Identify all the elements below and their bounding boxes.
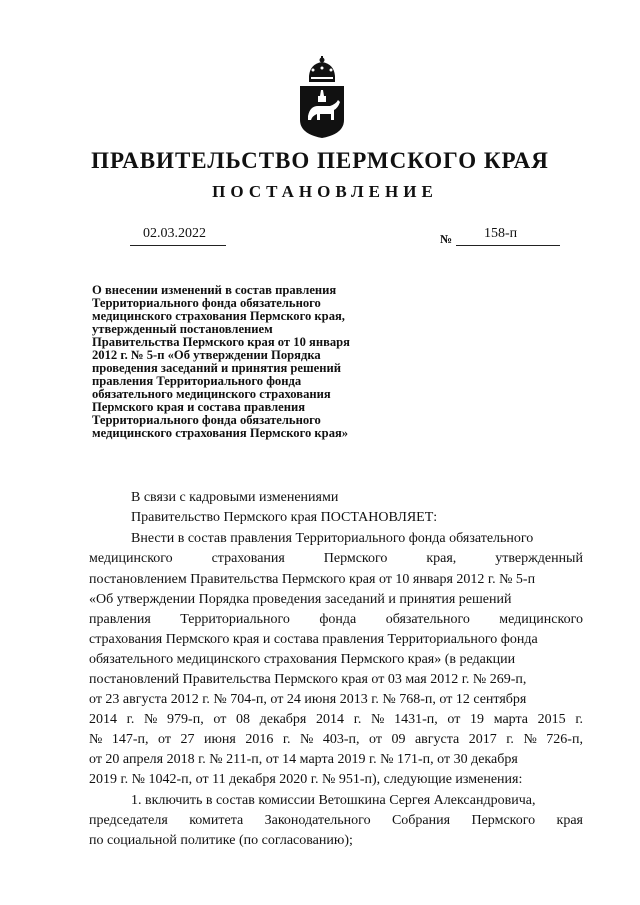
body-line: 2019 г. № 1042-п, от 11 декабря 2020 г. № 951-п), следующие изменения:: [89, 772, 523, 787]
subject-line: правления Территориального фонда: [92, 374, 302, 388]
item-line: по социальной политике (по согласованию);: [89, 833, 353, 848]
body-line: страхования Пермского края и состава правления Территориального фонда: [89, 632, 538, 647]
date-underline: [130, 245, 226, 246]
body-line: 2014 г. № 979-п, от 08 декабря 2014 г. № 1431-п, от 19 марта 2015 г.: [89, 712, 583, 727]
subject-line: О внесении изменений в состав правления: [92, 283, 337, 297]
subject-line: Территориального фонда обязательного: [92, 296, 321, 310]
perm-krai-coat-of-arms-icon: [296, 56, 348, 140]
subject-line: Территориального фонда обязательного: [92, 413, 321, 427]
number-underline: [456, 245, 560, 246]
paragraph-reason: В связи с кадровыми изменениями: [131, 490, 339, 505]
subject-line: проведения заседаний и принятия решений: [92, 361, 341, 375]
body-line: «Об утверждении Порядка проведения заседаний и принятия решений: [89, 592, 512, 607]
body-line: постановлений Правительства Пермского края от 03 мая 2012 г. № 269-п,: [89, 672, 527, 687]
subject-line: медицинского страхования Пермского края,: [92, 309, 345, 323]
subject-line: медицинского страхования Пермского края»: [92, 426, 349, 440]
body-line: правления Территориального фонда обязательного медицинского: [89, 612, 583, 627]
document-number: 158-п: [484, 226, 518, 241]
body-line: № 147-п, от 27 июня 2016 г. № 403-п, от 09 августа 2017 г. № 726-п,: [89, 732, 583, 747]
number-sign: №: [440, 232, 453, 246]
body-line: от 23 августа 2012 г. № 704-п, от 24 июня 2013 г. № 768-п, от 12 сентября: [89, 692, 527, 707]
body-line: медицинского страхования Пермского края, утвержденный: [89, 551, 583, 566]
subject-line: обязательного медицинского страхования: [92, 387, 331, 401]
item-line: 1. включить в состав комиссии Ветошкина Сергея Александровича,: [131, 793, 536, 808]
body-line: Внести в состав правления Территориального фонда обязательного: [131, 531, 534, 546]
subject-line: Пермского края и состава правления: [92, 400, 306, 414]
document-subject: [92, 284, 422, 440]
body-line: от 20 апреля 2018 г. № 211-п, от 14 марта 2019 г. № 171-п, от 30 декабря: [89, 752, 518, 767]
government-title: ПРАВИТЕЛЬСТВО ПЕРМСКОГО КРАЯ: [91, 148, 549, 173]
body-line: обязательного медицинского страхования Пермского края» (в редакции: [89, 652, 516, 667]
document-date: 02.03.2022: [143, 226, 206, 241]
subject-line: Правительства Пермского края от 10 января: [92, 335, 350, 349]
subject-line: 2012 г. № 5-п «Об утверждении Порядка: [92, 348, 321, 362]
document-type: ПОСТАНОВЛЕНИЕ: [212, 182, 438, 201]
paragraph-resolves: Правительство Пермского края ПОСТАНОВЛЯЕТ:: [131, 510, 438, 525]
subject-line: утвержденный постановлением: [92, 322, 273, 336]
item-line: председателя комитета Законодательного Собрания Пермского края: [89, 813, 583, 828]
body-line: постановлением Правительства Пермского края от 10 января 2012 г. № 5-п: [89, 572, 536, 587]
